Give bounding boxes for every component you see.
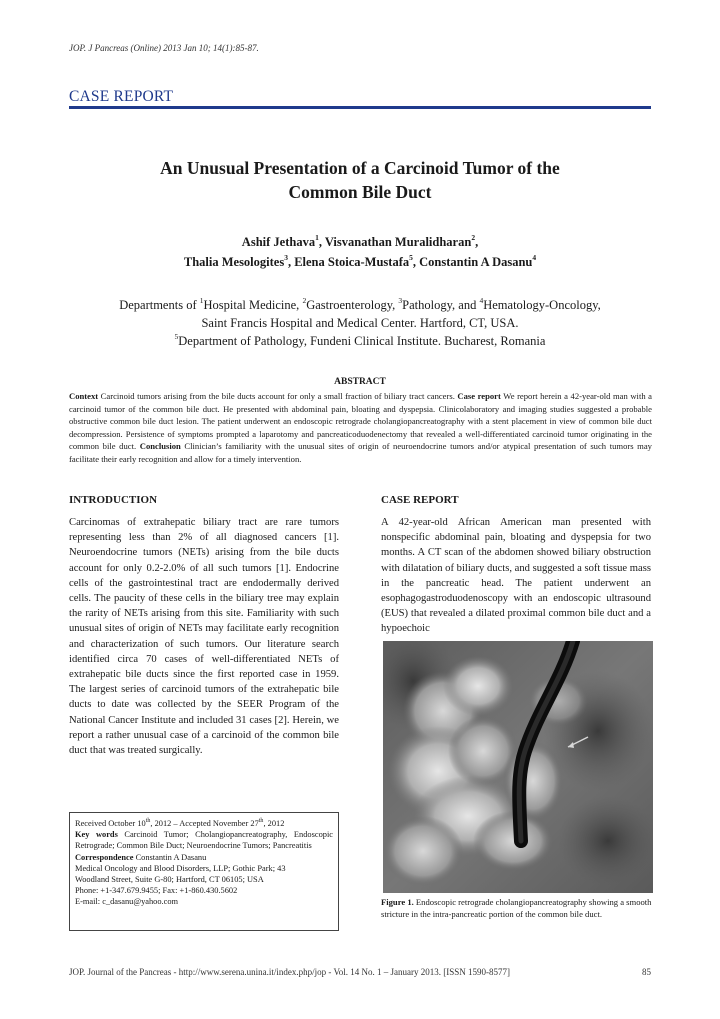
affil-sup: 5 [174,332,179,342]
received-accepted-dates [75,818,333,829]
affil-dept: Pathology, and [402,298,480,312]
introduction-heading: INTRODUCTION [69,494,158,506]
accepted-suffix: , 2012 [263,819,285,828]
author-separator: , [287,255,295,269]
email-address: E-mail: c_dasanu@yahoo.com [75,897,179,907]
keywords [75,829,333,851]
affiliation-line-3 [69,332,651,350]
author-affil-sup: 5 [409,253,413,263]
case-report-heading: CASE REPORT [381,494,459,506]
introduction-text: Carcinomas of extrahepatic biliary tract are rare tumors representing less than 2% of all diagnosed cancers [1]. Neuroendocrine tumors (NETs) arising from the bile ducts account for only 0.2-2.0% of all such tumors [1]. Endocrine cells of the gastrointestinal tract are endodermally derived cells. The paucity of these cells in the biliary tree may explain the rarity of NETs arising from this site. Familiarity with such unusual sites of origin of NETs may facilitate early recognition and characterization of such tumors. Our literature search identified circa 70 cases of well-differentiated NETs of extrahepatic bile ducts since the first reported case in 1959. The largest series of carcinoid tumors of the extrahepatic bile ducts to date was collected by the SEER Program of the National Cancer Institute and included 31 cases [2]. Herein, we report a rather unusual case of a carcinoid of the common bile duct that was treated surgically. [69,517,339,757]
affil-dept: Hospital Medicine, [203,298,303,312]
page-number: 85 [642,967,651,977]
keywords-label: Key words [75,830,118,840]
abstract-case-label: Case report [457,391,501,401]
accepted-prefix: , 2012 – Accepted November 27 [150,819,259,828]
abstract-heading: ABSTRACT [334,377,386,387]
author-list [69,232,651,272]
affiliations [69,296,651,350]
received-prefix: Received October 10 [75,819,146,828]
running-head: JOP. J Pancreas (Online) 2013 Jan 10; 14(1):85-87. [69,43,259,53]
author-affil-sup: 4 [532,253,537,263]
affil-sup: 1 [199,296,204,306]
address-line-2: Woodland Street, Suite G-80; Hartford, CT 06105; USA [75,875,264,885]
abstract-context-text: Carcinoid tumors arising from the bile ducts account for only a small fraction of biliary tract cancers. [98,391,458,401]
author-separator: , [318,235,325,249]
author-name: Ashif Jethava [241,235,316,249]
figure-1-caption [381,897,653,920]
figure-caption-text: Endoscopic retrograde cholangiopancreatography showing a smooth stricture in the intra-pancreatic portion of the common bile duct. [381,897,652,919]
correspondence-name: Constantin A Dasanu [133,852,207,862]
title-line-1: An Unusual Presentation of a Carcinoid Tumor of the [160,158,560,178]
affil-dept: Hematology-Oncology, [483,298,601,312]
author-affil-sup: 3 [284,253,288,263]
keywords-text: Carcinoid Tumor; Cholangiopancreatography, Endoscopic Retrograde; Common Bile Duct; Neuroendocrine Tumors; Pancreatitis [75,830,333,851]
affiliation-prefix: Departments of [119,298,200,312]
section-label: CASE REPORT [69,88,174,105]
article-info-box [69,812,339,931]
section-rule [69,106,651,109]
authors-line-1 [69,232,651,252]
abstract-conclusion-label: Conclusion [139,441,181,451]
article-title [69,156,651,204]
abstract-conclusion-text: Clinician’s familiarity with the unusual sites of origin of neuroendocrine tumors and/or atypical presentation of such tumors may facilitate their early recognition and allow for a timely intervention. [69,441,652,464]
author-name: Constantin A Dasanu [419,255,533,269]
author-name: Thalia Mesologites [183,255,285,269]
footer-journal-info: JOP. Journal of the Pancreas - http://www.serena.unina.it/index.php/jop - Vol. 14 No. 1 – January 2013. [ISSN 1590-8577] [69,967,511,977]
affil-sup: 2 [302,296,307,306]
ordinal-sup: th [258,818,264,825]
figure-1-ercp-image [383,641,653,893]
affiliation-line-2: Saint Francis Hospital and Medical Center. Hartford, CT, USA. [201,316,519,330]
correspondence-label: Correspondence [75,852,134,862]
address-line-1: Medical Oncology and Blood Disorders, LLP; Gothic Park; 43 [75,863,286,873]
phone-fax: Phone: +1-347.679.9455; Fax: +1-860.430.5602 [75,886,238,896]
author-separator: , [412,255,420,269]
abstract-context-label: Context [69,391,99,401]
affil-sup: 3 [398,296,403,306]
author-name: Visvanathan Muralidharan [324,235,472,249]
affil-dept: Gastroenterology, [306,298,399,312]
affil-dept: Department of Pathology, Fundeni Clinical Institute. Bucharest, Romania [178,334,546,348]
ercp-radiograph [383,641,653,893]
figure-label: Figure 1. [381,897,414,907]
correspondence [75,852,333,863]
author-separator: , [475,235,479,249]
author-name: Elena Stoica-Mustafa [294,255,410,269]
title-line-2: Common Bile Duct [288,182,432,202]
affil-sup: 4 [479,296,484,306]
author-affil-sup: 1 [315,233,319,243]
abstract-text [69,390,652,465]
ordinal-sup: th [145,818,151,825]
affiliation-line-1 [69,296,651,314]
case-report-text: A 42-year-old African American man presented with nonspecific abdominal pain, bloating and dyspepsia for two months. A CT scan of the abdomen showed biliary obstruction with dilatation of biliary ducts, and suggested a soft tissue mass in the pancreatic head. The patient underwent an esophagogastroduodenoscopy with an endoscopic ultrasound (EUS) that revealed a dilated proximal common bile duct and a hypoechoic [381,517,651,635]
author-affil-sup: 2 [471,233,476,243]
abstract-case-text: We report herein a 42-year-old man with a carcinoid tumor of the common bile duct. He presented with abdominal pain, bloating and dyspepsia. Clinicolaboratory and imaging studies suggested a probable obstructive common bile duct lesion. The patient underwent an endoscopic retrograde cholangiopancreatography with a stent placement in view of common bile duct decompression. Persistence of symptoms prompted a laparotomy and pancreaticoduodenectomy that revealed a well-differentiated carcinoid tumor originating in the common bile duct. [69,391,652,451]
authors-line-2 [69,252,651,272]
